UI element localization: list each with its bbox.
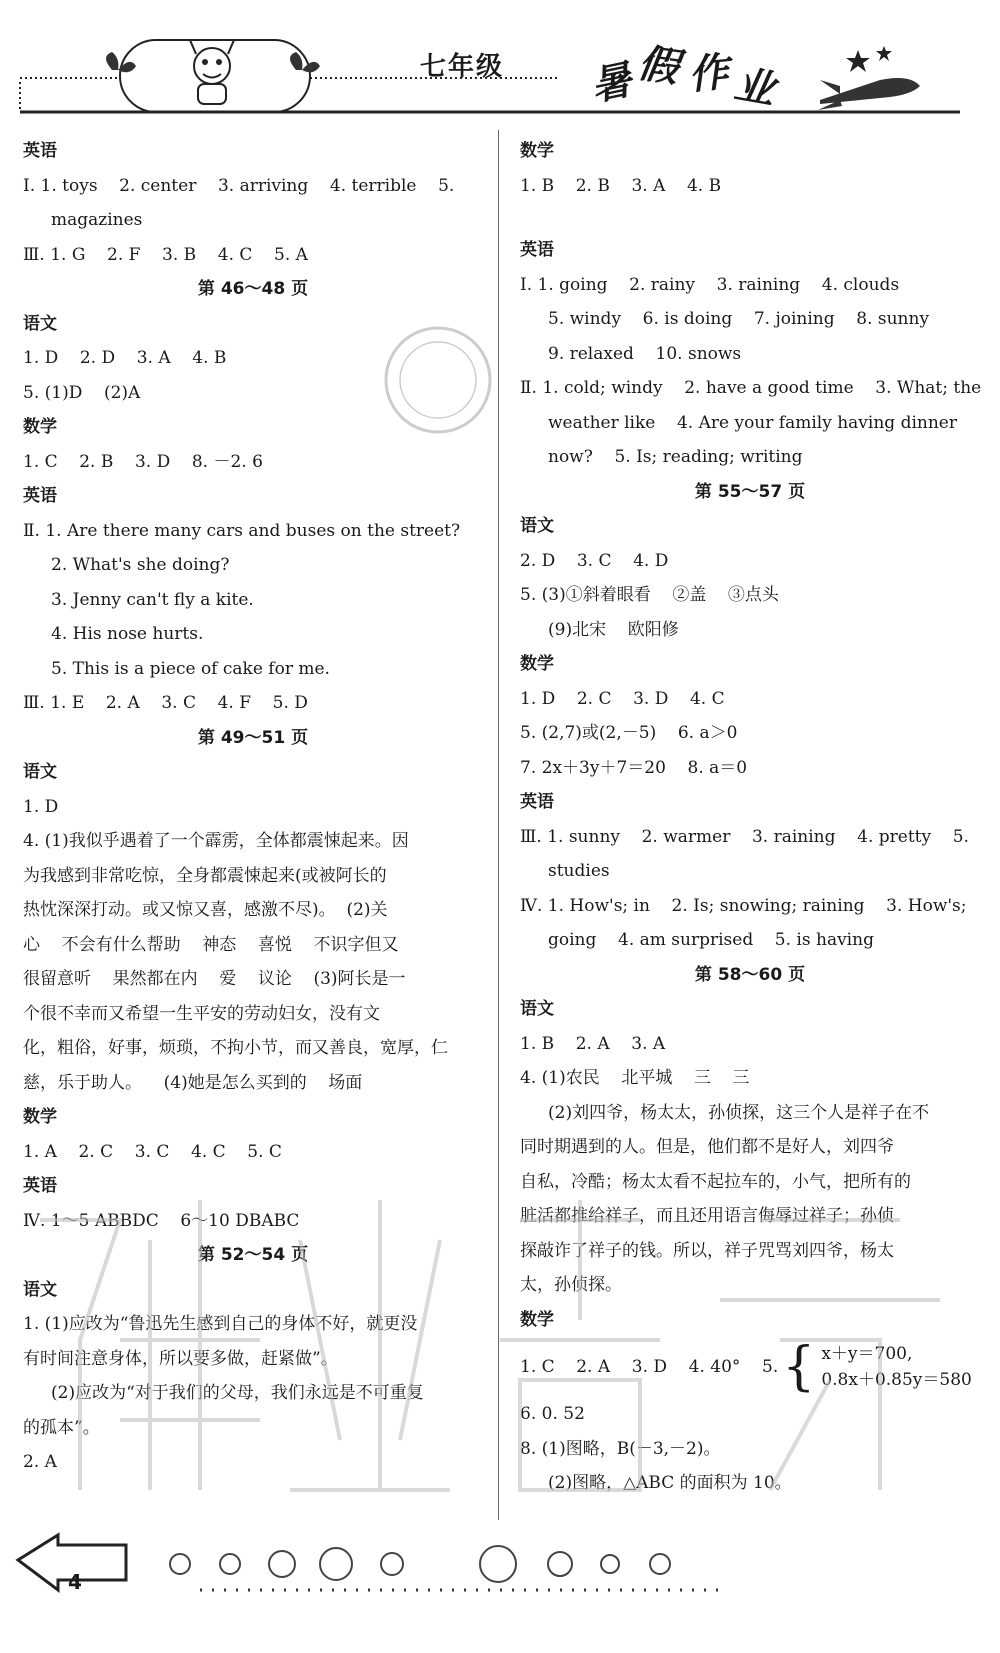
page-range-heading: 第 55～57 页	[694, 481, 806, 502]
answer-line: studies	[548, 861, 610, 881]
page-header	[0, 0, 1000, 130]
answer-line: 探敲诈了祥子的钱。所以，祥子咒骂刘四爷，杨太	[520, 1240, 894, 1261]
brand-char: 暑	[586, 56, 636, 111]
answer-line: Ⅱ. 1. Are there many cars and buses on the street?	[23, 520, 461, 541]
answer-line: 慈，乐于助人。 (4)她是怎么买到的 场面	[23, 1072, 363, 1093]
subject-heading: 英语	[520, 792, 554, 812]
answer-line: (2)图略，△ABC 的面积为 10。	[548, 1473, 792, 1493]
answer-line: 1. (1)应改为“鲁迅先生感到自己的身体不好，就更没	[23, 1314, 418, 1334]
answer-line: 8. (1)图略，B(－3,－2)。	[520, 1438, 721, 1459]
subject-heading: 语文	[520, 999, 554, 1019]
answer-line: 1. D 2. C 3. D 4. C	[520, 688, 725, 709]
page-number: 4	[68, 1570, 82, 1594]
answer-line: weather like 4. Are your family having dinner	[548, 412, 957, 433]
answer-line: Ⅳ. 1. How's; in 2. Is; snowing; raining 3. How's;	[520, 895, 967, 916]
answer-line: 有时间注意身体，所以要多做，赶紧做”。	[23, 1348, 338, 1369]
answer-line: Ⅰ. 1. going 2. rainy 3. raining 4. clouds	[520, 274, 900, 295]
subject-heading: 英语	[23, 141, 57, 161]
answer-line: (2)应改为“对于我们的父母，我们永远是不可重复	[51, 1383, 424, 1403]
cartoon-mascot-icon	[190, 40, 234, 104]
answer-line: 个很不幸而又希望一生平安的劳动妇女，没有文	[23, 1003, 380, 1024]
answer-line: 2. D 3. C 4. D	[520, 550, 669, 571]
space-shuttle-icon	[818, 46, 920, 110]
subject-heading: 语文	[23, 1279, 57, 1300]
answer-line: 7. 2x＋3y＋7＝20 8. a＝0	[520, 757, 748, 778]
subject-heading: 数学	[520, 141, 554, 161]
answer-line: 1. D	[23, 796, 59, 817]
butterfly-icon	[106, 52, 136, 72]
answer-line: 5. (1)D (2)A	[23, 382, 141, 403]
grade-title: 七年级	[420, 52, 505, 82]
answer-line: 5. (3)①斜着眼看 ②盖 ③点头	[520, 585, 779, 605]
column-divider	[498, 130, 499, 1520]
answer-line: Ⅲ. 1. E 2. A 3. C 4. F 5. D	[23, 693, 308, 713]
footer-decoration	[0, 1520, 1000, 1649]
page-footer	[0, 1520, 1000, 1649]
answer-line: 4. His nose hurts.	[51, 624, 204, 644]
brand-char: 假	[635, 39, 682, 92]
answer-line: 为我感到非常吃惊，全身都震悚起来(或被阿长的	[23, 865, 387, 886]
subject-heading: 数学	[23, 417, 57, 437]
answer-line: 6. 0. 52	[520, 1404, 585, 1424]
spacer	[520, 203, 980, 233]
subject-heading: 数学	[23, 1107, 57, 1127]
answer-line: 化，粗俗，好事，烦琐，不拘小节，而又善良，宽厚，仁	[23, 1038, 448, 1058]
answer-line: 5. (2,7)或(2,－5) 6. a＞0	[520, 723, 738, 743]
answer-column-right	[520, 134, 980, 1501]
page-range-heading: 第 49～51 页	[197, 727, 309, 748]
answer-line: 1. A 2. C 3. C 4. C 5. C	[23, 1141, 282, 1162]
answer-line: 9. relaxed 10. snows	[548, 343, 742, 364]
page-range-heading: 第 58～60 页	[694, 964, 806, 985]
answer-line: 1. C 2. B 3. D 8. －2. 6	[23, 451, 263, 472]
subject-heading: 数学	[520, 1309, 554, 1330]
brand-title	[586, 39, 788, 114]
answer-text: 1. C 2. A 3. D 4. 40° 5.	[520, 1356, 779, 1377]
subject-heading: 英语	[23, 1176, 57, 1196]
answer-line: 4. (1)农民 北平城 三 三	[520, 1068, 750, 1088]
equation-system	[821, 1341, 972, 1393]
subject-heading: 语文	[23, 762, 57, 782]
answer-line: 很留意听 果然都在内 爱 议论 (3)阿长是一	[23, 969, 406, 989]
answer-line: 1. D 2. D 3. A 4. B	[23, 348, 227, 368]
butterfly-icon	[290, 52, 320, 72]
answer-line: going 4. am surprised 5. is having	[548, 930, 874, 950]
answer-line: 4. (1)我似乎遇着了一个霹雳，全体都震悚起来。因	[23, 831, 409, 851]
subject-heading: 数学	[520, 654, 554, 674]
answer-line: Ⅲ. 1. G 2. F 3. B 4. C 5. A	[23, 244, 308, 265]
answer-line: 同时期遇到的人。但是，他们都不是好人，刘四爷	[520, 1137, 894, 1157]
equation: 0.8x＋0.85y＝580	[821, 1370, 972, 1390]
answer-line: Ⅰ. 1. toys 2. center 3. arriving 4. terrible 5.	[23, 175, 455, 196]
answer-line: magazines	[51, 210, 143, 230]
subject-heading: 语文	[520, 516, 554, 536]
answer-line: Ⅳ. 1～5 ABBDC 6～10 DBABC	[23, 1210, 300, 1231]
brand-char: 业	[730, 60, 779, 114]
answer-line: 1. B 2. A 3. A	[520, 1033, 666, 1054]
answer-line: 脏活都推给祥子，而且还用语言侮辱过祥子；孙侦	[520, 1206, 894, 1226]
answer-line-equation	[520, 1337, 980, 1397]
answer-line: Ⅲ. 1. sunny 2. warmer 3. raining 4. pretty 5.	[520, 826, 969, 847]
answer-line: Ⅱ. 1. cold; windy 2. have a good time 3. What; the	[520, 378, 982, 398]
answer-line: (2)刘四爷，杨太太，孙侦探，这三个人是祥子在不	[548, 1102, 930, 1123]
answer-column-left	[23, 134, 483, 1480]
page-range-heading: 第 46～48 页	[197, 279, 309, 299]
answer-line: 心 不会有什么帮助 神态 喜悦 不识字但又	[23, 934, 399, 955]
answer-line: now? 5. Is; reading; writing	[548, 447, 803, 467]
brace-symbol: {	[782, 1337, 816, 1397]
answer-line: 热忱深深打动。或又惊又喜，感激不尽)。 (2)关	[23, 900, 388, 920]
answer-line: 5. windy 6. is doing 7. joining 8. sunny	[548, 309, 930, 329]
equation: x＋y＝700,	[821, 1344, 913, 1364]
answer-line: 1. B 2. B 3. A 4. B	[520, 175, 722, 196]
answer-line: 太，孙侦探。	[520, 1275, 622, 1295]
answer-line: 3. Jenny can't fly a kite.	[51, 589, 254, 610]
answer-line: 2. A	[23, 1452, 57, 1472]
brand-char: 作	[686, 48, 731, 99]
answer-line: 5. This is a piece of cake for me.	[51, 658, 330, 679]
answer-line: 自私，冷酷；杨太太看不起拉车的，小气，把所有的	[520, 1171, 911, 1192]
page-range-heading: 第 52～54 页	[197, 1245, 309, 1265]
subject-heading: 英语	[520, 240, 554, 260]
answer-line: (9)北宋 欧阳修	[548, 619, 679, 640]
answer-line: 2. What's she doing?	[51, 555, 230, 575]
answer-line: 的孤本”。	[23, 1417, 100, 1438]
subject-heading: 英语	[23, 486, 57, 506]
subject-heading: 语文	[23, 313, 57, 334]
